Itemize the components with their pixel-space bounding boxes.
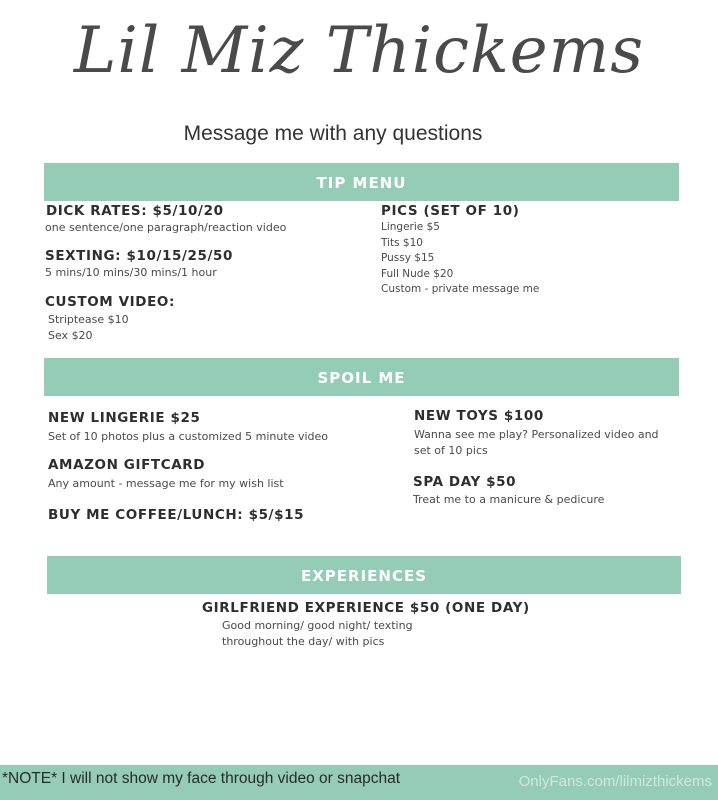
page-title: Lil Miz Thickems xyxy=(73,14,645,88)
amazon-desc: Any amount - message me for my wish list xyxy=(48,477,284,490)
pics-item xyxy=(381,203,539,298)
gfe-desc: Good morning/ good night/ texting xyxy=(222,619,413,632)
custom-video-option: Sex $20 xyxy=(48,329,93,342)
custom-video-title: CUSTOM VIDEO: xyxy=(45,294,175,310)
spoil-me-heading: SPOIL ME xyxy=(44,358,679,396)
gfe-desc: throughout the day/ with pics xyxy=(222,635,385,648)
pics-option: Lingerie $5 xyxy=(381,221,440,233)
pics-option: Custom - private message me xyxy=(381,283,540,295)
footer-bar xyxy=(0,765,718,800)
spa-item xyxy=(413,474,604,508)
dick-rates-item xyxy=(46,203,286,236)
toys-desc: Wanna see me play? Personalized video and xyxy=(414,428,659,441)
spa-title: SPA DAY $50 xyxy=(413,474,517,490)
experiences-heading: EXPERIENCES xyxy=(47,556,681,594)
lingerie-title: NEW LINGERIE $25 xyxy=(48,410,201,426)
gfe-item xyxy=(202,600,530,650)
toys-title: NEW TOYS $100 xyxy=(414,408,544,424)
gfe-title: GIRLFRIEND EXPERIENCE $50 (ONE DAY) xyxy=(202,600,530,616)
sexting-title: SEXTING: $10/15/25/50 xyxy=(45,248,233,264)
coffee-item xyxy=(48,507,304,524)
sexting-desc: 5 mins/10 mins/30 mins/1 hour xyxy=(45,266,217,279)
page-subtitle: Message me with any questions xyxy=(183,122,483,145)
pics-title: PICS (SET OF 10) xyxy=(381,203,520,219)
spa-desc: Treat me to a manicure & pedicure xyxy=(413,493,605,506)
pics-option: Full Nude $20 xyxy=(381,267,454,280)
amazon-title: AMAZON GIFTCARD xyxy=(48,457,206,473)
pics-option: Pussy $15 xyxy=(381,252,435,264)
custom-video-item xyxy=(45,294,175,344)
coffee-title: BUY ME COFFEE/LUNCH: $5/$15 xyxy=(48,507,305,523)
amazon-item xyxy=(48,457,284,492)
lingerie-item xyxy=(48,410,328,445)
custom-video-option: Striptease $10 xyxy=(48,313,129,326)
tip-menu-heading: TIP MENU xyxy=(44,163,679,201)
dick-rates-desc: one sentence/one paragraph/reaction video xyxy=(45,221,287,234)
sexting-item xyxy=(45,248,233,281)
footer-note: *NOTE* I will not show my face through video or snapchat xyxy=(2,770,401,787)
toys-desc: set of 10 pics xyxy=(414,444,488,457)
dick-rates-title: DICK RATES: $5/10/20 xyxy=(46,203,224,219)
lingerie-desc: Set of 10 photos plus a customized 5 minute video xyxy=(48,430,329,443)
pics-option: Tits $10 xyxy=(381,236,423,249)
watermark: OnlyFans.com/lilmizthickems xyxy=(518,773,712,790)
toys-item xyxy=(414,408,659,459)
